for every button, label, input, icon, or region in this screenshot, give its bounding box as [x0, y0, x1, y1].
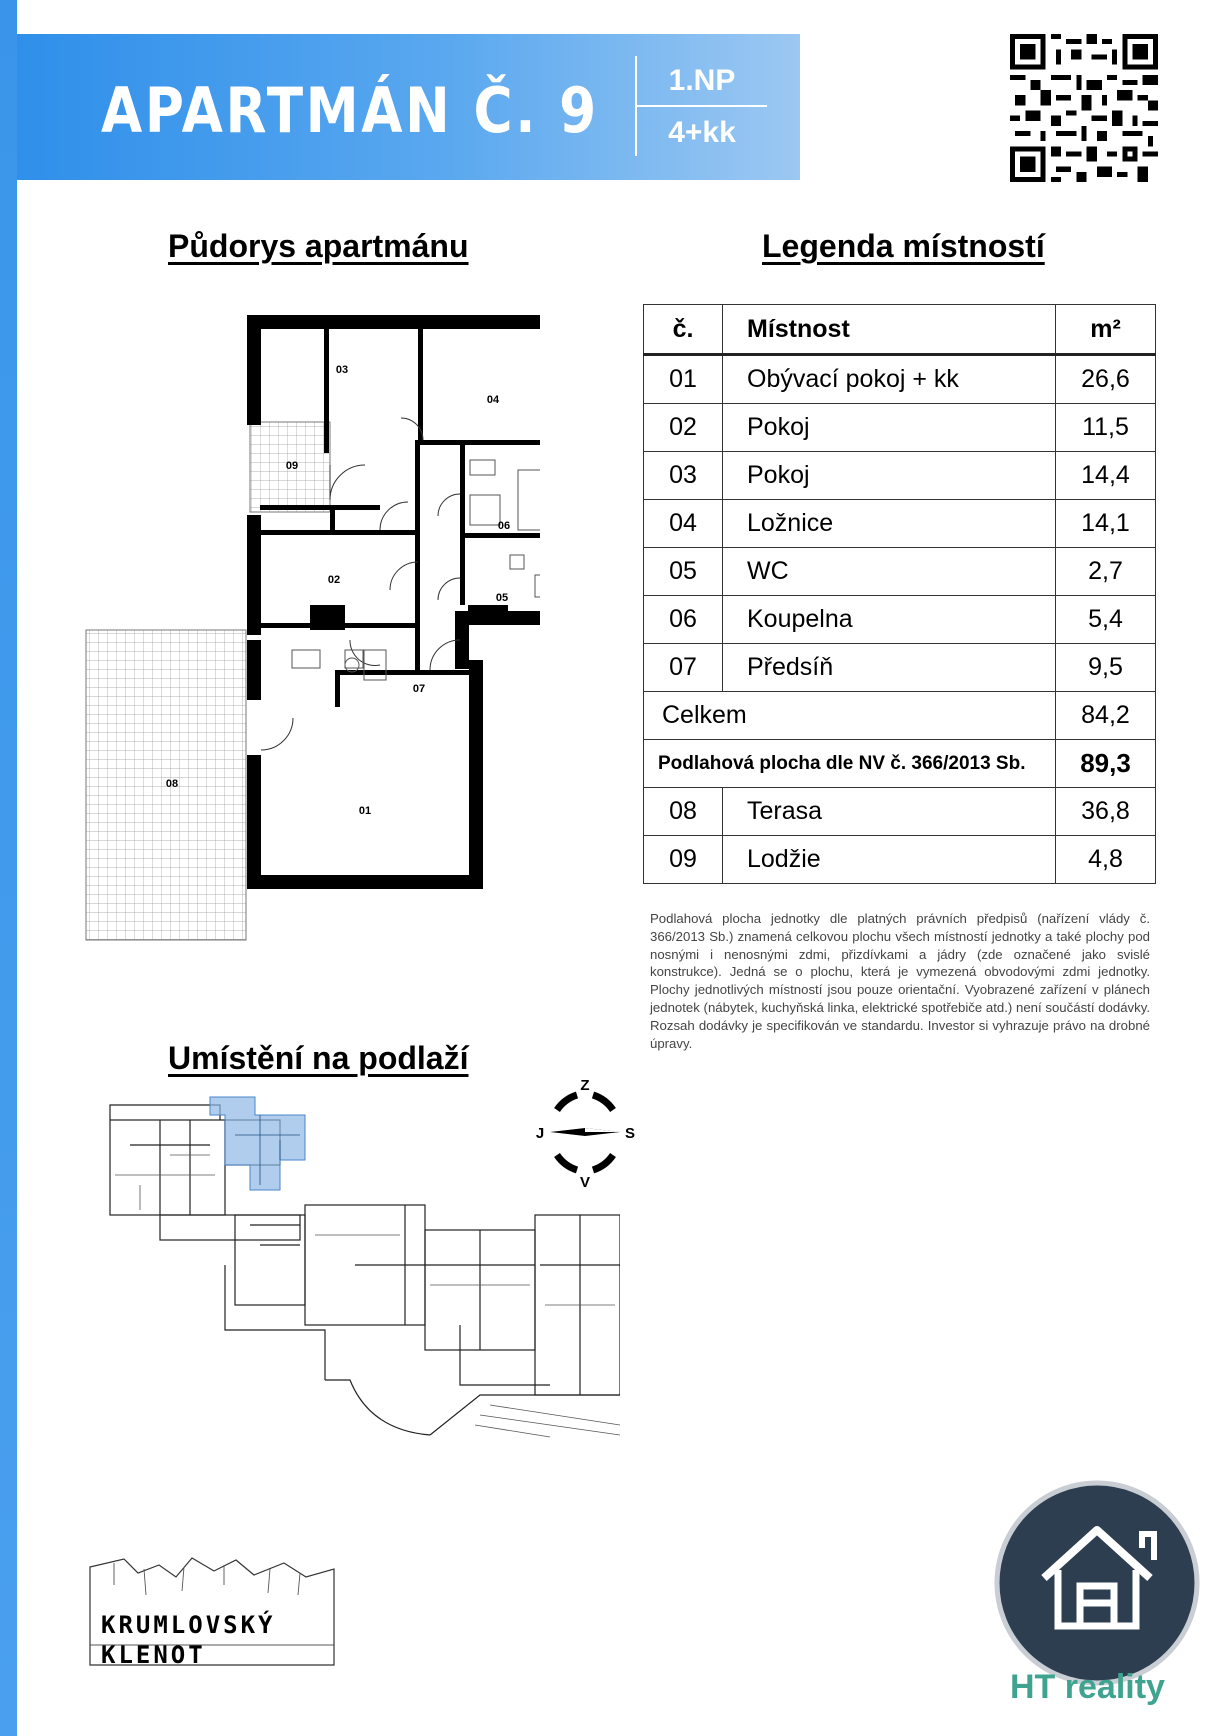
room-name: Obývací pokoj + kk — [723, 355, 1056, 404]
room-label-01: 01 — [358, 805, 372, 817]
room-number: 08 — [644, 788, 723, 836]
total-row — [644, 692, 1156, 740]
table-row — [644, 548, 1156, 596]
qr-code[interactable] — [1010, 34, 1158, 182]
room-name: Ložnice — [723, 500, 1056, 548]
total-area: 84,2 — [1056, 692, 1156, 740]
room-label-08: 08 — [165, 778, 179, 790]
room-number: 01 — [644, 355, 723, 404]
room-area: 5,4 — [1056, 596, 1156, 644]
col-room-header: Místnost — [723, 305, 1056, 355]
room-label-06: 06 — [497, 520, 511, 532]
room-label-05: 05 — [495, 592, 509, 604]
legal-note: Podlahová plocha jednotky dle platných právních předpisů (nařízení vlády č. 366/2013 Sb.) znamená celkovou plochu všech místností jednotky a také plochy pod nosnými i nenosnými zdmi, přizdívkami a jádry (zde označené jako svislé konstrukce). Jedná se o plochu, která je vymezená obvodovými zdmi jednotky. Plochy jednotlivých místností jsou pouze orientační. Vyobrazené zařízení v plánech jednotek (nábytek, kuchyňská linka, elektrické spotřebiče atd.) není součástí dodávky. Rozsah dodávky je specifikován ve standardu. Investor si vyhrazuje právo na drobné úpravy. — [650, 911, 1150, 1051]
layout-type-label: 4+kk — [668, 116, 736, 149]
floor-plan-heading: Půdorys apartmánu — [168, 228, 469, 264]
table-row — [644, 355, 1156, 404]
room-name: Předsíň — [723, 644, 1056, 692]
total-label: Celkem — [644, 692, 1056, 740]
table-row — [644, 404, 1156, 452]
room-name: Pokoj — [723, 404, 1056, 452]
table-row — [644, 644, 1156, 692]
apartment-title: APARTMÁN Č. 9 — [101, 74, 599, 147]
room-number: 05 — [644, 548, 723, 596]
room-area: 14,1 — [1056, 500, 1156, 548]
room-area: 11,5 — [1056, 404, 1156, 452]
col-area-header: m² — [1056, 305, 1156, 355]
room-number: 03 — [644, 452, 723, 500]
floor-area-row — [644, 740, 1156, 788]
ht-reality-logo — [992, 1478, 1202, 1688]
left-accent-bar — [0, 0, 17, 1736]
room-number: 04 — [644, 500, 723, 548]
room-area: 14,4 — [1056, 452, 1156, 500]
room-number: 06 — [644, 596, 723, 644]
project-logo-line-1: KRUMLOVSKÝ — [101, 1611, 276, 1639]
banner-rule — [637, 105, 767, 107]
room-label-07: 07 — [412, 683, 426, 695]
room-area: 4,8 — [1056, 836, 1156, 884]
compass-west: J — [535, 1125, 545, 1142]
room-label-03: 03 — [335, 364, 349, 376]
compass-north: Z — [580, 1077, 590, 1094]
table-row — [644, 500, 1156, 548]
room-number: 02 — [644, 404, 723, 452]
site-floor-plan — [100, 1085, 620, 1445]
room-area: 36,8 — [1056, 788, 1156, 836]
room-label-09: 09 — [285, 460, 299, 472]
apartment-floor-plan — [80, 300, 540, 950]
table-row — [644, 452, 1156, 500]
title-banner — [17, 34, 800, 180]
table-row — [644, 596, 1156, 644]
floor-area-value: 89,3 — [1056, 740, 1156, 788]
legend-heading: Legenda místností — [762, 228, 1045, 264]
floor-area-label: Podlahová plocha dle NV č. 366/2013 Sb. — [644, 740, 1056, 788]
project-logo-line-2: KLENOT — [101, 1641, 206, 1669]
room-number: 09 — [644, 836, 723, 884]
room-area: 26,6 — [1056, 355, 1156, 404]
agency-name: HT reality — [1010, 1668, 1165, 1706]
room-legend-table — [643, 304, 1156, 884]
room-name: WC — [723, 548, 1056, 596]
room-name: Koupelna — [723, 596, 1056, 644]
table-row — [644, 836, 1156, 884]
room-name: Terasa — [723, 788, 1056, 836]
project-logo-text — [101, 1610, 276, 1670]
compass-south: V — [579, 1174, 591, 1190]
location-heading: Umístění na podlaží — [168, 1040, 469, 1076]
room-name: Pokoj — [723, 452, 1056, 500]
floor-label: 1.NP — [668, 64, 736, 97]
table-row — [644, 788, 1156, 836]
col-number-header: č. — [644, 305, 723, 355]
room-area: 9,5 — [1056, 644, 1156, 692]
room-area: 2,7 — [1056, 548, 1156, 596]
highlighted-apartment — [210, 1097, 305, 1190]
compass-east: S — [624, 1125, 636, 1142]
room-name: Lodžie — [723, 836, 1056, 884]
room-number: 07 — [644, 644, 723, 692]
room-label-02: 02 — [327, 574, 341, 586]
room-label-04: 04 — [486, 394, 500, 406]
table-header-row — [644, 305, 1156, 355]
